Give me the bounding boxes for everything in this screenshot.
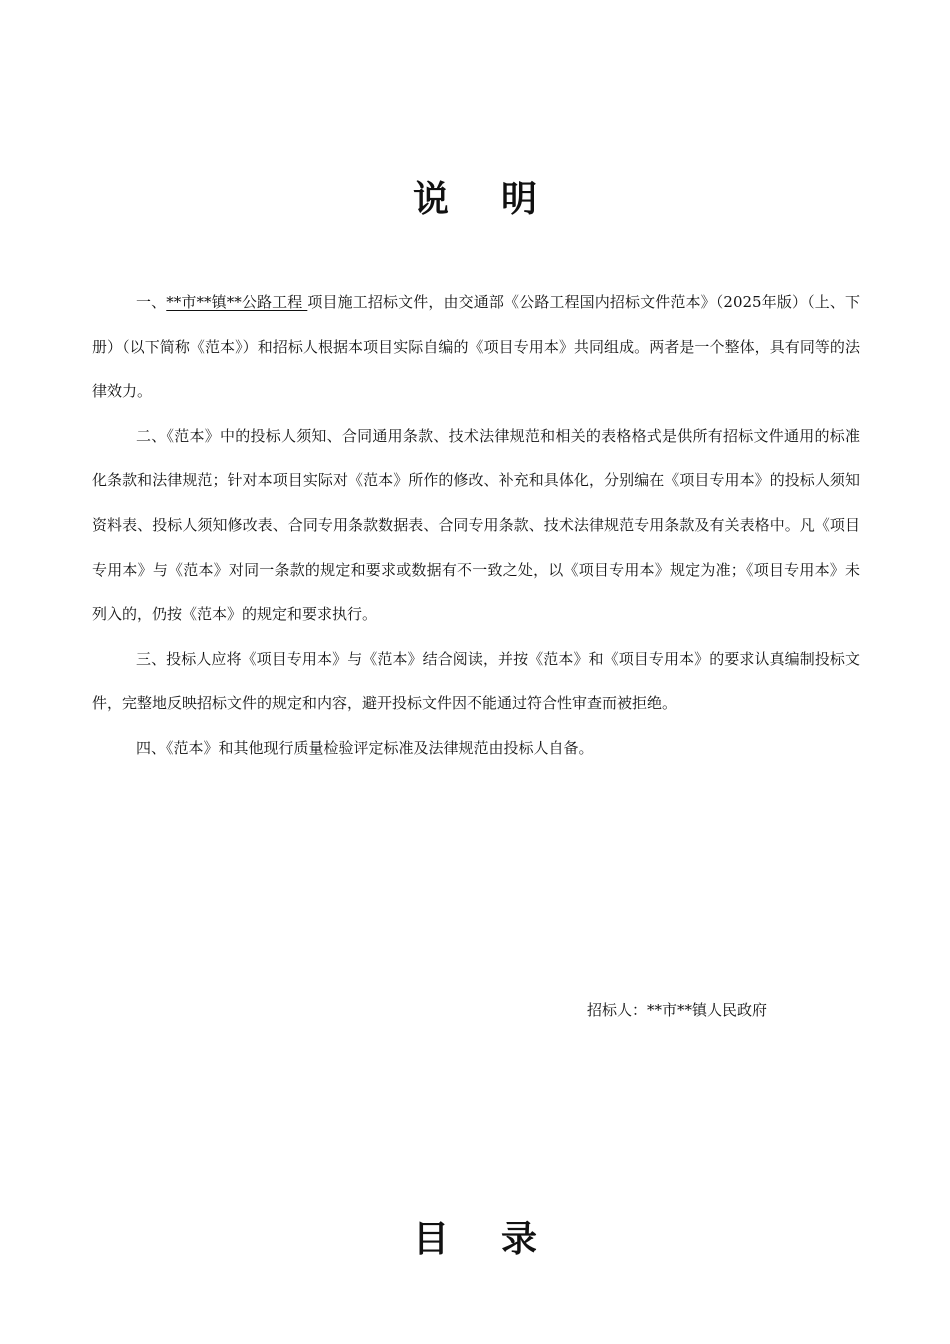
- paragraph-2: 二、《范本》中的投标人须知、合同通用条款、技术法律规范和相关的表格格式是供所有招标文件通用的标准化条款和法律规范；针对本项目实际对《范本》所作的修改、补充和具体化，分别编在《项目专用本》的投标人须知资料表、投标人须知修改表、合同专用条款数据表、合同专用条款、技术法律规范专用条款及有关表格中。凡《项目专用本》与《范本》对同一条款的规定和要求或数据有不一致之处，以《项目专用本》规定为准；《项目专用本》未列入的，仍按《范本》的规定和要求执行。: [92, 426, 860, 624]
- table-of-contents-title: 目录: [412, 1219, 589, 1260]
- tenderer-signature: 招标人：**市**镇人民政府: [587, 1001, 768, 1019]
- project-name: **市**镇**公路工程: [166, 293, 308, 311]
- page-title: 说明: [412, 179, 589, 220]
- paragraph-1: [92, 280, 860, 414]
- document-body: [92, 280, 860, 771]
- paragraph-1-prefix: 一、: [136, 293, 167, 311]
- paragraph-4: 四、《范本》和其他现行质量检验评定标准及法律规范由投标人自备。: [136, 738, 594, 757]
- paragraph-3: 三、投标人应将《项目专用本》与《范本》结合阅读，并按《范本》和《项目专用本》的要求认真编制投标文件，完整地反映招标文件的规定和内容，避开投标文件因不能通过符合性审查而被拒绝。: [92, 649, 860, 713]
- paragraph-1-text: 项目施工招标文件，由交通部《公路工程国内招标文件范本》（2025年版）（上、下册）（以下简称《范本》）和招标人根据本项目实际自编的《项目专用本》共同组成。两者是一个整体，具有同等的法律效力。: [92, 293, 860, 401]
